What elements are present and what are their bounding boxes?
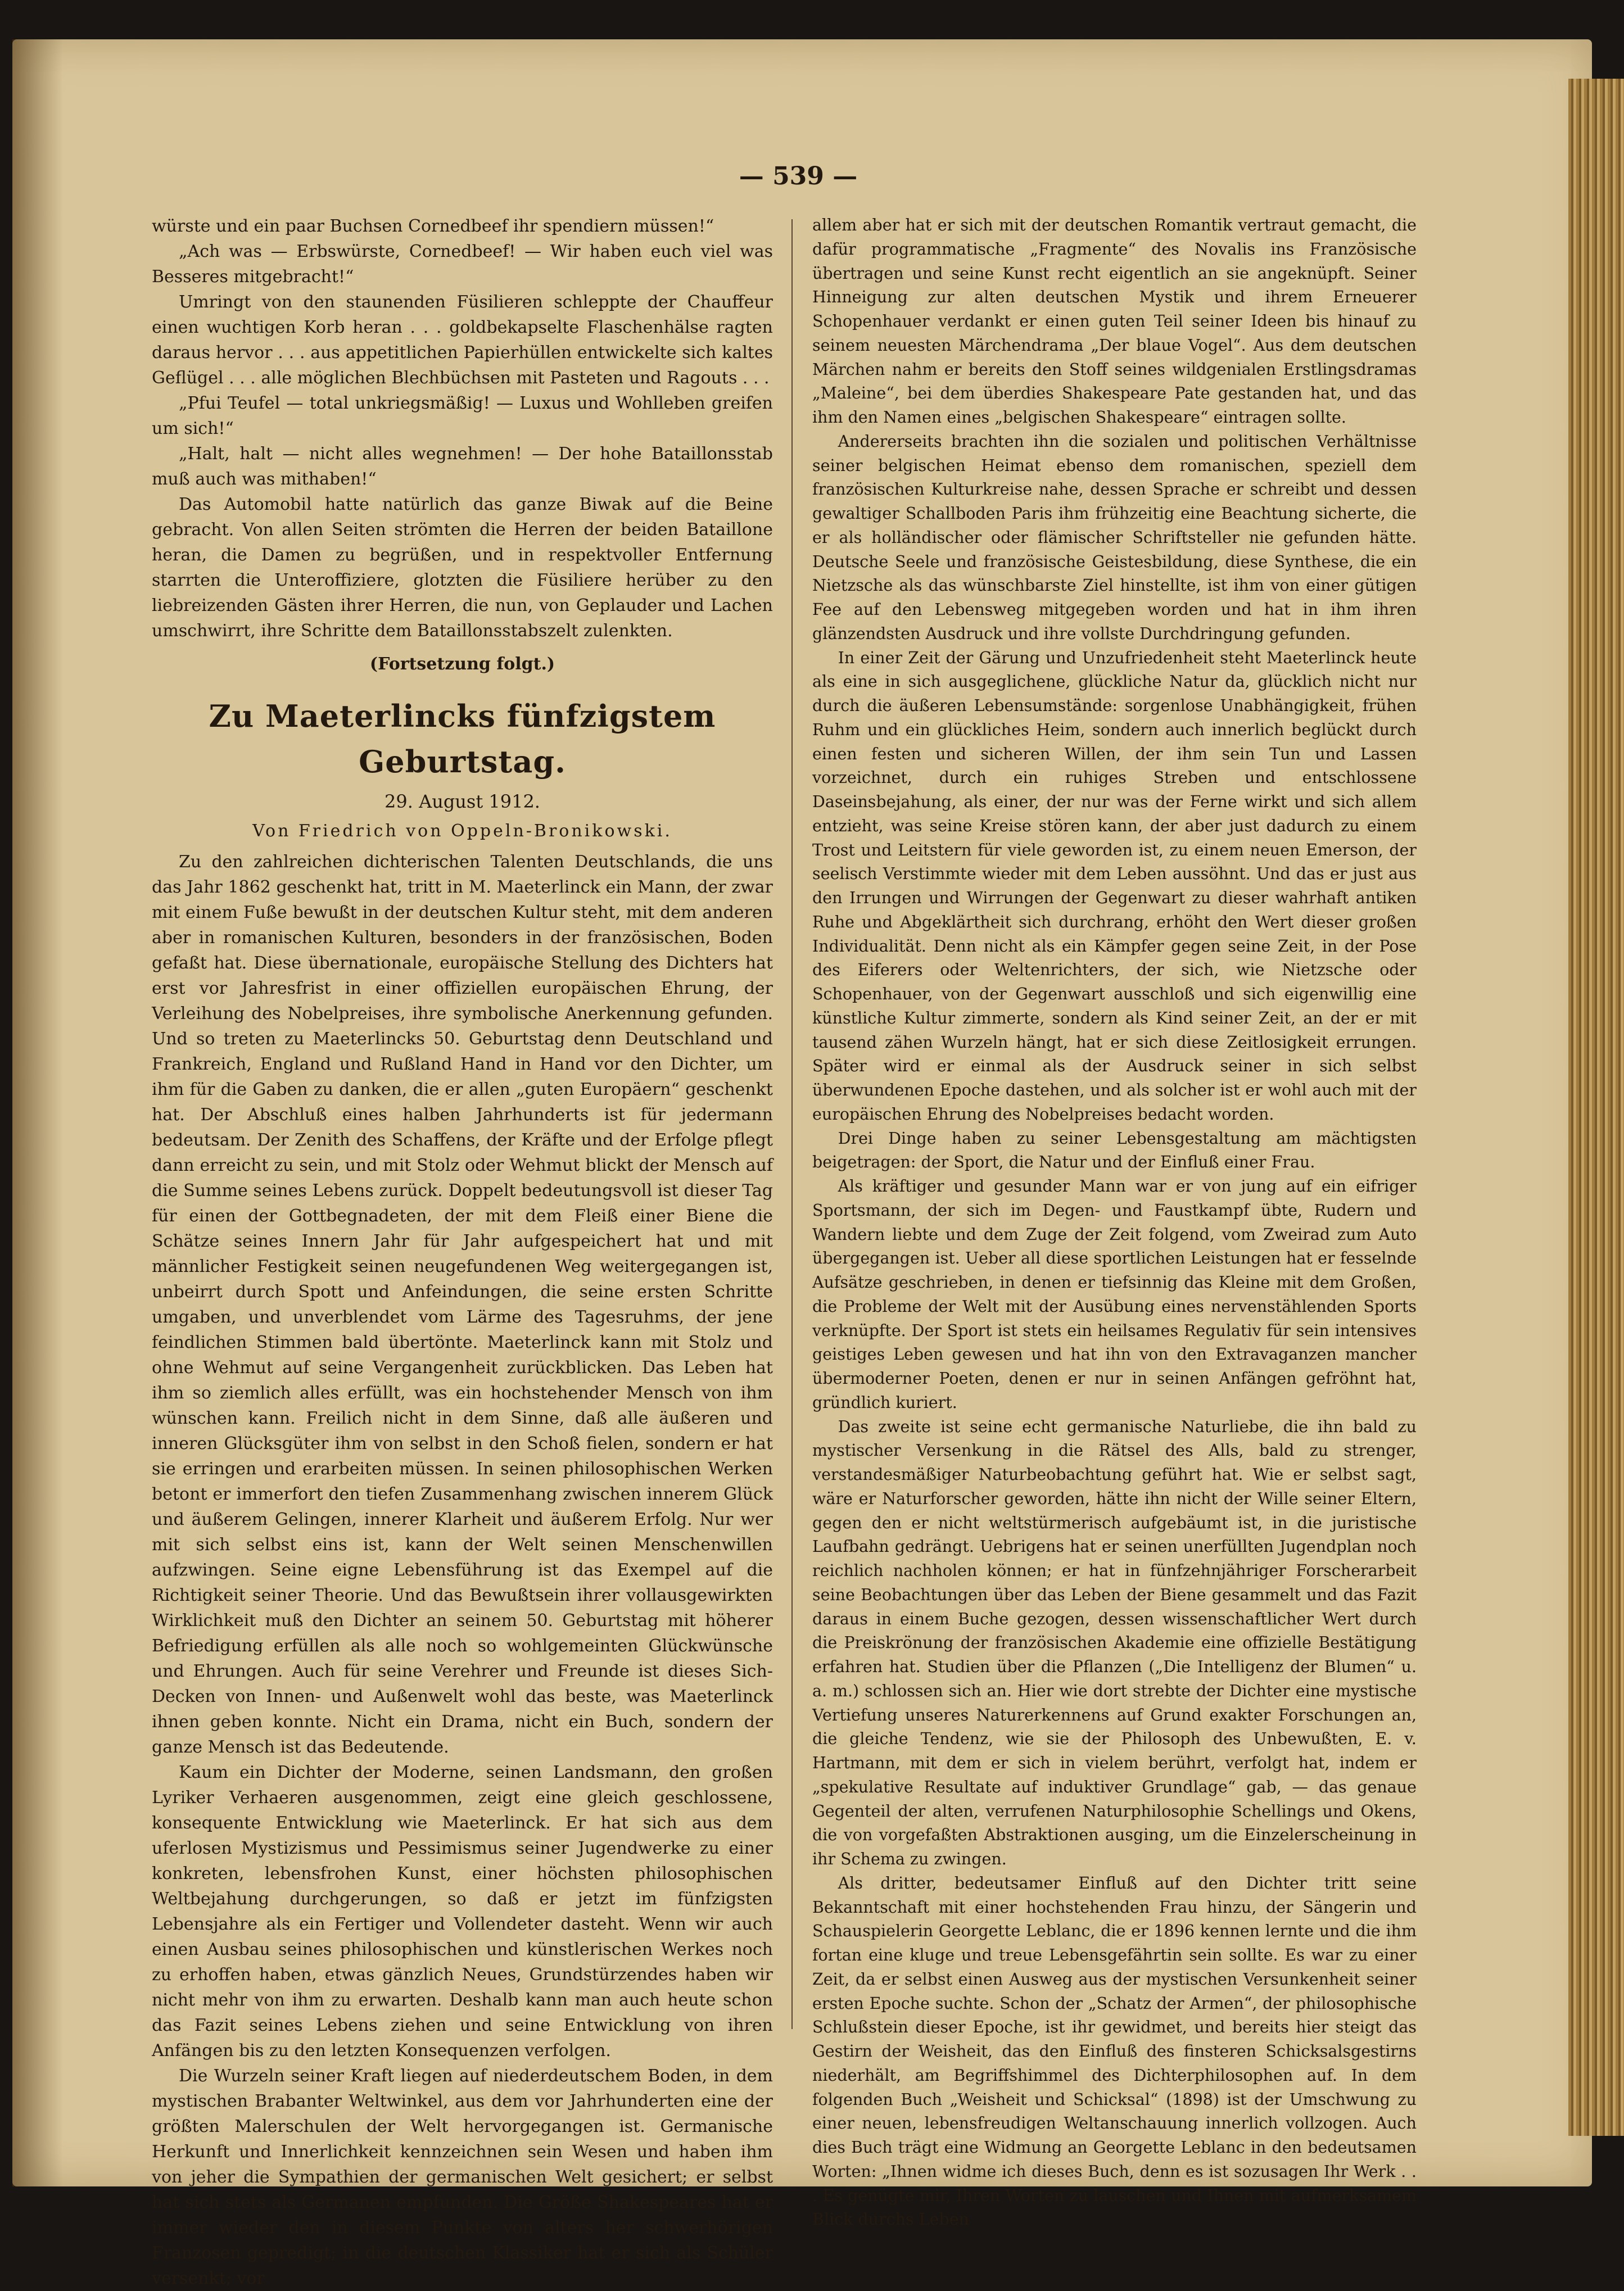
article-paragraph: Zu den zahlreichen dichterischen Talenten Deutschlands, die uns das Jahr 1862 geschenkt hat, tritt in M. Maeterlinck ein Mann, der zwar mit einem Fuße bewußt in der deutschen Kultur steht, mit dem anderen aber in romanischen Kulturen, besonders in der französischen, Boden gefaßt hat. Diese übernationale, europäische Stellung des Dichters hat erst vor Jahresfrist in einer offiziellen europäischen Ehrung, der Verleihung des Nobelpreises, ihre symbolische Anerkennung gefunden. Und so treten zu Maeterlincks 50. Geburtstag denn Deutschland und Frankreich, England und Rußland Hand in Hand vor den Dichter, um ihm für die Gaben zu danken, die er allen „guten Europäern“ geschenkt hat. Der Abschluß eines halben Jahrhunderts ist für jedermann bedeutsam. Der Zenith des Schaffens, der Kräfte und der Erfolge pflegt dann erreicht zu sein, und mit Stolz oder Wehmut blickt der Mensch auf die Summe seines Lebens zurück. Doppelt bedeutungsvoll ist dieser Tag für einen der Gottbegnadeten, der mit dem Fleiß einer Biene die Schätze seines Innern Jahr für Jahr aufgespeichert hat und mit männlicher Festigkeit seinen neugefundenen Weg weitergegangen ist, unbeirrt durch Spott und Anfeindungen, die seine ersten Schritte umgaben, und unverblendet vom Lärme des Tagesruhms, der jene feindlichen Stimmen bald übertönte. Maeterlinck kann mit Stolz und ohne Wehmut auf seine Vergangenheit zurückblicken. Das Leben hat ihm so ziemlich alles erfüllt, was ein hochstehender Mensch von ihm wünschen kann. Freilich nicht in dem Sinne, daß alle äußeren und inneren Glücksgüter ihm von selbst in den Schoß fielen, sondern er hat sie erringen und erarbeiten müssen. In seinen philosophischen Werken betont er immerfort den tiefen Zusammenhang zwischen innerem Glück und äußerem Gelingen, innerer Klarheit und äußerem Erfolg. Nur wer mit sich selbst eins ist, kann der Welt seinen Menschenwillen aufzwingen. Seine eigne Lebensführung ist das Exempel auf die Richtigkeit seiner Theorie. Und das Bewußtsein ihrer vollausgewirkten Wirklichkeit muß den Dichter an seinem 50. Geburtstag mit höherer Befriedigung erfüllen als alle noch so wohlgemeinten Glückwünsche und Ehrungen. Auch für seine Verehrer und Freunde ist dieses Sich-Decken von Innen- und Außenwelt wohl das beste, was Maeterlinck ihnen geben konnte. Nicht ein Drama, nicht ein Buch, sondern der ganze Mensch ist das Bedeutende. <box>152 852 773 1757</box>
left-column <box>152 214 773 2288</box>
page-number: — 539 — <box>739 162 858 191</box>
right-paragraph: Als dritter, bedeutsamer Einfluß auf den Dichter tritt seine Bekanntschaft mit einer hochstehenden Frau hinzu, der Sängerin und Schauspielerin Georgette Leblanc, die er 1896 kennen lernte und die ihm fortan eine kluge und treue Lebensgefährtin sein sollte. Es war zu einer Zeit, da er selbst einen Ausweg aus der mystischen Versunkenheit seiner ersten Epoche suchte. Schon der „Schatz der Armen“, der philosophische Schlußstein dieser Epoche, ist ihr gewidmet, und bereits hier steigt das Gestirn der Weisheit, das den Einfluß des finsteren Schicksalsgestirns niederhält, am Begriffshimmel des Dichterphilosophen auf. In dem folgenden Buch „Weisheit und Schicksal“ (1898) ist der Umschwung zu einer neuen, lebensfreudigen Weltanschauung innerlich vollzogen. Auch dies Buch trägt eine Widmung an Georgette Leblanc in den bedeutsamen Worten: „Ihnen widme ich dieses Buch, denn es ist sozusagen Ihr Werk . . . Es genügte mir, Ihren Worten zu lauschen und Ihnen mit aufmerksamem Blick durchs Leben <box>812 1873 1417 2229</box>
right-paragraph: Als kräftiger und gesunder Mann war er von jung auf ein eifriger Sportsmann, der sich im Degen- und Faustkampf übte, Rudern und Wandern liebte und dem Zuge der Zeit folgend, vom Zweirad zum Auto übergegangen ist. Ueber all diese sportlichen Leistungen hat er fesselnde Aufsätze geschrieben, in denen er tiefsinnig das Kleine mit dem Großen, die Probleme der Welt mit der Ausübung eines nervenstählenden Sports verknüpfte. Der Sport ist stets ein heilsames Regulativ für sein intensives geistiges Leben gewesen und hat ihn von den Extravaganzen mancher übermoderner Poeten, denen er nur in seinen Anfängen gefröhnt hat, gründlich kuriert. <box>812 1177 1417 1412</box>
spine-shadow <box>12 39 63 2186</box>
right-paragraph: Andererseits brachten ihn die sozialen und politischen Verhältnisse seiner belgischen Heimat ebenso dem romanischen, speziell dem französischen Kulturkreise nahe, dessen Sprache er schreibt und dessen gewaltiger Schallboden Paris ihm frühzeitig eine Beachtung sicherte, die er als holländischer oder flämischer Schriftsteller nie gefunden hätte. Deutsche Seele und französische Geistesbildung, diese Synthese, die ein Nietzsche als das wünschbarste Ziel hinstellte, ist ihm von einer gütigen Fee auf den Lebensweg mitgegeben worden und hat in ihm ihren glänzendsten Ausdruck und ihre vollste Durchdringung gefunden. <box>812 432 1417 643</box>
left-paragraph: Umringt von den staunenden Füsilieren schleppte der Chauffeur einen wuchtigen Korb heran . . . goldbekapselte Flaschenhälse ragten daraus hervor . . . aus appetitlichen Papierhüllen entwickelte sich kaltes Geflügel . . . alle möglichen Blechbüchsen mit Pasteten und Ragouts . . . <box>152 292 773 388</box>
left-paragraph: „Pfui Teufel — total unkriegsmäßig! — Luxus und Wohlleben greifen um sich!“ <box>152 393 773 438</box>
continued-note: (Fortsetzung folgt.) <box>369 654 555 674</box>
article-author: Von Friedrich von Oppeln-Bronikowski. <box>252 821 672 841</box>
right-paragraph: allem aber hat er sich mit der deutschen Romantik vertraut gemacht, die dafür programmatische „Fragmente“ des Novalis ins Französische übertragen und seine Kunst recht eigentlich an sie angeknüpft. Seiner Hinneigung zur alten deutschen Mystik und ihrem Erneuerer Schopenhauer verdankt er einen guten Teil seiner Ideen bis hinauf zu seinem neuesten Märchendrama „Der blaue Vogel“. Aus dem deutschen Märchen nahm er bereits den Stoff seines wildgenialen Erstlingsdramas „Maleine“, bei dem überdies Shakespeare Pate gestanden hat, und das ihm den Namen eines „belgischen Shakespeare“ eintragen sollte. <box>812 216 1417 427</box>
article-title: Zu Maeterlincks fünfzigstem Geburtstag. <box>209 698 716 780</box>
article-paragraph: Kaum ein Dichter der Moderne, seinen Landsmann, den großen Lyriker Verhaeren ausgenommen, zeigt eine gleich geschlossene, konsequente Entwicklung wie Maeterlinck. Er hat sich aus dem uferlosen Mystizismus und Pessimismus seiner Jugendwerke zu einer konkreten, lebensfrohen Kunst, einer höchsten philosophischen Weltbejahung durchgerungen, so daß er jetzt im fünfzigsten Lebensjahre als ein Fertiger und Vollendeter dasteht. Wenn wir auch einen Ausbau seines philosophischen und künstlerischen Werkes noch zu erhoffen haben, etwas gänzlich Neues, Grundstürzendes haben wir nicht mehr von ihm zu erwarten. Deshalb kann man auch heute schon das Fazit seines Lebens ziehen und seine Entwicklung von ihren Anfängen bis zu den letzten Konsequenzen verfolgen. <box>152 1763 773 2061</box>
page-edges <box>1568 79 1624 2136</box>
left-paragraph: „Ach was — Erbswürste, Cornedbeef! — Wir haben euch viel was Besseres mitgebracht!“ <box>152 242 773 287</box>
right-column <box>812 214 1417 2229</box>
right-paragraph: In einer Zeit der Gärung und Unzufriedenheit steht Maeterlinck heute als eine in sich ausgeglichene, glückliche Natur da, glücklich nicht nur durch die äußeren Lebensumstände: sorgenlose Unabhängigkeit, frühen Ruhm und ein glückliches Heim, sondern auch innerlich beglückt durch einen festen und sicheren Willen, der ihm sein Tun und Lassen vorzeichnet, durch ein ruhiges Streben und entschlossene Daseinsbejahung, als einer, der nur was der Ferne wirkt und sich allem entzieht, was seine Kreise stören kann, der aber just dadurch zu einem Trost und Leitstern für viele geworden ist, zu einem neuen Emerson, der seelisch Verstimmte wieder mit dem Leben aussöhnt. Und das er just aus den Irrungen und Wirrungen der Gegenwart zu dieser wahrhaft antiken Ruhe und Abgeklärtheit sich durchrang, erhöht den Wert dieser großen Individualität. Denn nicht als ein Kämpfer gegen seine Zeit, in der Pose des Eiferers oder Weltenrichters, der sich, wie Nietzsche oder Schopenhauer, von der Gegenwart ausschloß und sich eigenwillig eine künstliche Kultur zimmerte, sondern als Kind seiner Zeit, an der er mit tausend zähen Wurzeln hängt, hat er sich diese Zeitlosigkeit errungen. Später wird er einmal als der Ausdruck seiner in sich selbst überwundenen Epoche dastehen, und als solcher ist er wohl auch mit der europäischen Ehrung des Nobelpreises bedacht worden. <box>812 648 1417 1124</box>
article-date: 29. August 1912. <box>384 791 540 812</box>
right-paragraph: Das zweite ist seine echt germanische Naturliebe, die ihn bald zu mystischer Versenkung in die Rätsel des Alls, bald zu strenger, verstandesmäßiger Naturbeobachtung geführt hat. Wie er selbst sagt, wäre er Naturforscher geworden, hätte ihn nicht der Wille seiner Eltern, gegen den er nicht weltstürmerisch aufgebäumt ist, in die juristische Laufbahn gedrängt. Uebrigens hat er seinen unerfüllten Jugendplan noch reichlich nachholen können; er hat in fünfzehnjähriger Forscherarbeit seine Beobachtungen über das Leben der Biene gesammelt und das Fazit daraus in einem Buche gezogen, dessen wissenschaftlicher Wert durch die Preiskrönung der französischen Akademie eine offizielle Bestätigung erfahren hat. Studien über die Pflanzen („Die Intelligenz der Blumen“ u. a. m.) schlossen sich an. Hier wie dort strebte der Dichter eine mystische Vertiefung unseres Naturerkennens auf Grund exakter Forschungen an, die gleiche Tendenz, wie sie der Philosoph des Unbewußten, E. v. Hartmann, mit dem er sich in vielem berührt, verfolgt hat, indem er „spekulative Resultate auf induktiver Grundlage“ gab, — das genaue Gegenteil der alten, verrufenen Naturphilosophie Schellings und Okens, die von vorgefaßten Abstraktionen ausging, um die Einzelerscheinung in ihr Schema zu zwingen. <box>812 1417 1417 1868</box>
left-paragraph: würste und ein paar Buchsen Cornedbeef ihr spendiern müssen!“ <box>152 216 714 236</box>
right-paragraph: Drei Dinge haben zu seiner Lebensgestaltung am mächtigsten beigetragen: der Sport, die Natur und der Einfluß einer Frau. <box>812 1129 1417 1172</box>
left-paragraph: „Halt, halt — nicht alles wegnehmen! — Der hohe Bataillonsstab muß auch was mithaben!“ <box>152 444 773 489</box>
left-paragraph: Das Automobil hatte natürlich das ganze Biwak auf die Beine gebracht. Von allen Seiten strömten die Herren der beiden Bataillone heran, die Damen zu begrüßen, und in respektvoller Entfernung starrten die Unteroffiziere, glotzten die Füsiliere herüber zu den liebreizenden Gästen ihrer Herren, die nun, von Geplauder und Lachen umschwirrt, ihre Schritte dem Bataillonsstabszelt zulenkten. <box>152 495 773 641</box>
column-divider <box>791 219 793 2029</box>
article-paragraph: Die Wurzeln seiner Kraft liegen auf niederdeutschem Boden, in dem mystischen Brabanter Weltwinkel, aus dem vor Jahrhunderten eine der größten Malerschulen der Welt hervorgegangen ist. Germanische Herkunft und Innerlichkeit kennzeichnen sein Wesen und haben ihm von jeher die Sympathien der germanischen Welt gesichert; er selbst hat sich stets als Germanen empfunden. Die Größe Shakespeares hat er immer wieder den in diesem Punkte von alters her schwerhörigen Franzosen gepredigt; in die deutschen Klassiker hat er sich als Schüler versenkt; vor <box>152 2066 773 2288</box>
